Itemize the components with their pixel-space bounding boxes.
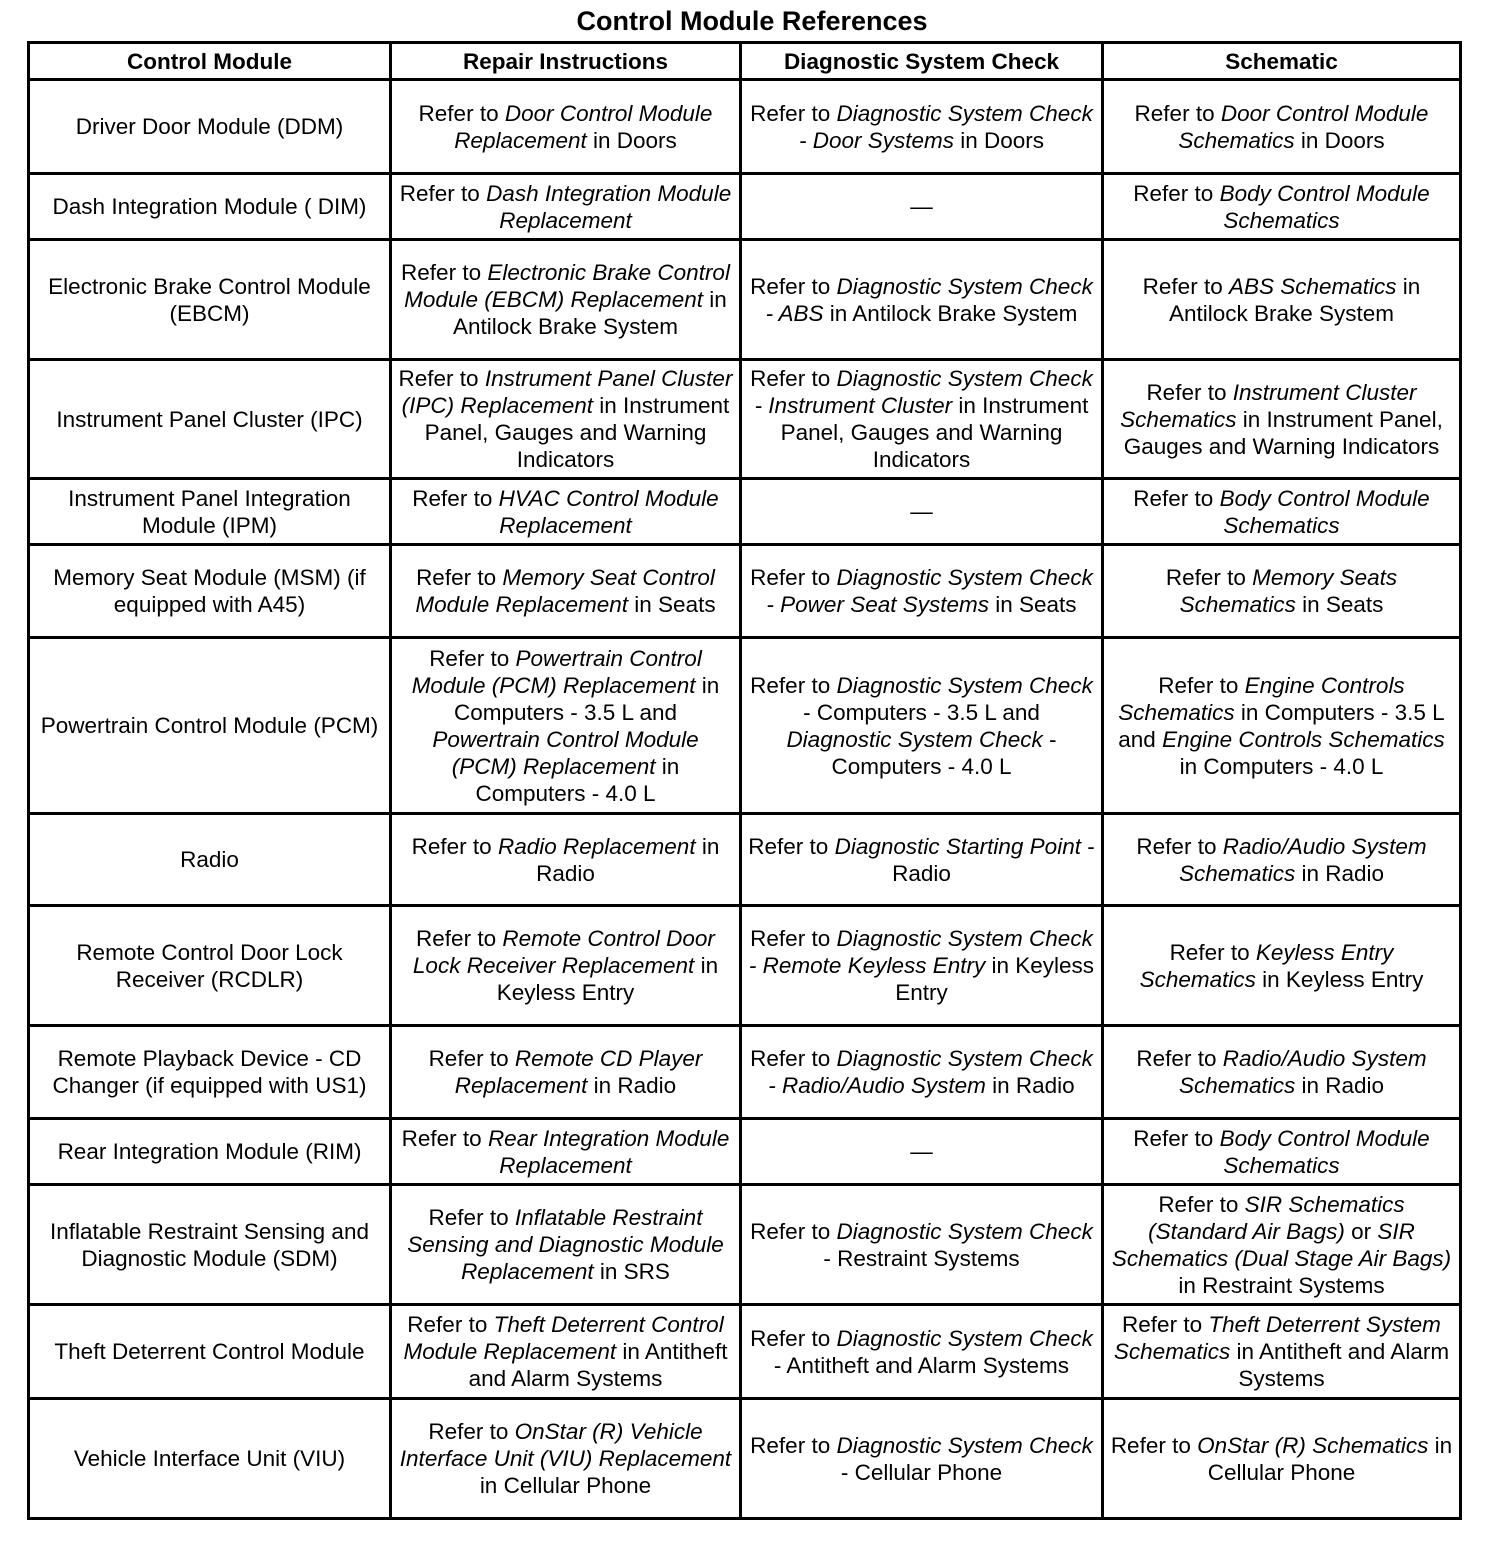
italic-reference-text: Body Control Module Schematics [1219,485,1430,538]
schematic-cell [1103,80,1461,174]
reference-text: in Keyless Entry [1255,966,1424,992]
reference-text: Refer to [1158,672,1245,698]
reference-text: Refer to [1133,485,1220,511]
table-row [29,174,1461,240]
italic-reference-text: Diagnostic System Check - ABS [765,273,1093,326]
reference-text: in Antilock Brake System [1168,273,1421,326]
reference-text: Refer to [1158,1191,1245,1217]
repair-instructions-cell [391,638,741,814]
reference-text: in Radio [587,1073,677,1098]
table-row [29,1305,1461,1399]
italic-reference-text: Diagnostic System Check - Radio/Audio System [768,1046,1093,1098]
reference-text: in Antitheft and Alarm Systems [468,1339,728,1391]
reference-text: Refer to [1122,1312,1209,1337]
italic-reference-text: Instrument Panel Cluster (IPC) Replacement [401,366,733,418]
italic-reference-text: Radio/Audio System Schematics [1178,1046,1427,1098]
reference-text: Refer to [1142,273,1229,299]
schematic-cell [1103,814,1461,906]
reference-text: Refer to [429,645,516,671]
reference-text: in Doors [586,127,677,153]
reference-text: in Restraint Systems [1178,1272,1385,1298]
reference-text: in Cellular Phone [479,1473,652,1498]
column-header-repair-instructions: Repair Instructions [391,43,741,80]
reference-text: Refer to [750,672,837,698]
control-module-cell: Remote Control Door Lock Receiver (RCDLR) [29,906,391,1026]
reference-text: Refer to [1133,1125,1220,1151]
schematic-cell [1103,1305,1461,1399]
reference-text: Refer to [1133,180,1220,206]
reference-text: Refer to [750,366,837,391]
repair-instructions-cell [391,240,741,360]
table-row [29,479,1461,545]
schematic-cell [1103,1119,1461,1185]
italic-reference-text: Dash Integration Module Replacement [486,180,732,233]
repair-instructions-cell [391,814,741,906]
diagnostic-check-cell [741,1185,1103,1305]
reference-text: Refer to [428,1205,515,1230]
reference-text: or [1344,1218,1378,1244]
italic-reference-text: Diagnostic System Check [836,1432,1093,1458]
reference-text: in Seats [1295,592,1384,617]
diagnostic-check-cell [741,360,1103,479]
reference-text: Refer to [748,833,835,859]
reference-text: in Seats [989,592,1077,617]
reference-text: Refer to [401,1125,488,1151]
italic-reference-text: Radio Replacement [497,833,696,859]
repair-instructions-cell [391,360,741,479]
diagnostic-check-cell [741,638,1103,814]
diagnostic-check-cell [741,545,1103,638]
italic-reference-text: Engine Controls Schematics [1118,672,1405,725]
italic-reference-text: Theft Deterrent System Schematics [1113,1312,1441,1364]
reference-text: in Computers - 3.5 L and [453,672,720,725]
reference-text: Refer to [1169,939,1256,965]
reference-text: Refer to [399,180,487,206]
page-title: Control Module References [576,6,928,36]
italic-reference-text: Diagnostic System Check [786,726,1043,752]
column-header-diagnostic-system-check: Diagnostic System Check [741,43,1103,80]
italic-reference-text: Door Control Module Schematics [1178,100,1429,153]
reference-text: in Seats [628,592,716,617]
control-module-cell: Driver Door Module (DDM) [29,80,391,174]
reference-text: in Doors [1294,127,1385,153]
table-row [29,906,1461,1026]
table-row [29,1399,1461,1519]
diagnostic-check-cell [741,80,1103,174]
schematic-cell [1103,1185,1461,1305]
control-module-cell: Dash Integration Module ( DIM) [29,174,391,240]
reference-text: Refer to [428,1419,515,1444]
reference-text: Refer to [750,100,837,126]
reference-text: in Cellular Phone [1207,1432,1453,1485]
reference-text: Refer to [750,1325,837,1351]
italic-reference-text: OnStar (R) Vehicle Interface Unit (VIU) Replacement [399,1419,732,1471]
italic-reference-text: Diagnostic System Check - Instrument Cluster [754,366,1093,418]
reference-text: Refer to [407,1312,494,1337]
reference-text: in Keyless Entry [496,953,719,1005]
diagnostic-check-cell [741,1399,1103,1519]
italic-reference-text: Rear Integration Module Replacement [487,1125,730,1178]
italic-reference-text: ABS Schematics [1228,273,1397,299]
italic-reference-text: Remote Control Door Lock Receiver Replacement [412,926,715,978]
italic-reference-text: Remote CD Player Replacement [454,1046,703,1098]
repair-instructions-cell [391,906,741,1026]
schematic-cell [1103,240,1461,360]
control-module-cell: Theft Deterrent Control Module [29,1305,391,1399]
reference-text: Refer to [1110,1432,1198,1458]
repair-instructions-cell [391,1119,741,1185]
italic-reference-text: Diagnostic System Check - Power Seat Systems [766,565,1093,617]
table-row [29,545,1461,638]
reference-text: in Radio [1295,860,1385,886]
repair-instructions-cell [391,1399,741,1519]
italic-reference-text: Diagnostic Starting Point [834,833,1081,859]
diagnostic-check-cell [741,1026,1103,1119]
schematic-cell [1103,638,1461,814]
italic-reference-text: Electronic Brake Control Module (EBCM) Replacement [404,260,730,312]
reference-text: Refer to [750,273,837,299]
table-row [29,1185,1461,1305]
italic-reference-text: Theft Deterrent Control Module Replacement [403,1312,724,1364]
reference-text: Refer to [1165,565,1253,590]
italic-reference-text: Diagnostic System Check [836,1218,1093,1244]
reference-text: - Cellular Phone [840,1459,1003,1485]
diagnostic-check-cell [741,479,1103,545]
control-module-cell: Instrument Panel Integration Module (IPM) [29,479,391,545]
repair-instructions-cell [391,1026,741,1119]
control-module-cell: Radio [29,814,391,906]
italic-reference-text: Memory Seats Schematics [1179,565,1398,617]
reference-text: - Computers - 4.0 L [831,726,1057,779]
reference-text: Refer to [416,565,503,590]
reference-text: in Antitheft and Alarm Systems [1230,1339,1450,1391]
reference-text: in Computers - 3.5 L and [1118,699,1445,752]
reference-text: Refer to [750,926,837,951]
schematic-cell [1103,906,1461,1026]
reference-text: in Doors [953,127,1045,153]
table-row [29,638,1461,814]
reference-text: Refer to [401,260,488,285]
diagnostic-check-cell [741,1305,1103,1399]
reference-text: in SRS [593,1259,670,1284]
reference-text: Refer to [750,1432,837,1458]
column-header-schematic: Schematic [1103,43,1461,80]
reference-text: - Computers - 3.5 L and [803,699,1040,725]
reference-text: Refer to [750,565,837,590]
reference-text: — [910,1139,933,1164]
reference-text: in Instrument Panel, Gauges and Warning Indicators [780,393,1089,472]
schematic-cell [1103,174,1461,240]
italic-reference-text: Powertrain Control Module (PCM) Replacement [432,726,699,779]
schematic-cell [1103,545,1461,638]
repair-instructions-cell [391,1305,741,1399]
reference-text: in Computers - 4.0 L [475,753,680,806]
reference-text: Refer to [411,833,498,859]
reference-text: in Radio [1295,1073,1385,1098]
repair-instructions-cell [391,545,741,638]
reference-text: Refer to [750,1218,837,1244]
reference-text: in Antilock Brake System [823,300,1078,326]
italic-reference-text: Diagnostic System Check - Door Systems [798,100,1093,153]
italic-reference-text: SIR Schematics (Standard Air Bags) [1148,1191,1405,1244]
italic-reference-text: Keyless Entry Schematics [1139,939,1394,992]
control-module-cell: Remote Playback Device - CD Changer (if equipped with US1) [29,1026,391,1119]
diagnostic-check-cell [741,174,1103,240]
diagnostic-check-cell [741,1119,1103,1185]
italic-reference-text: Diagnostic System Check [836,672,1093,698]
reference-text: Refer to [398,366,485,391]
reference-text: in Computers - 4.0 L [1179,753,1384,779]
control-module-cell: Memory Seat Module (MSM) (if equipped with A45) [29,545,391,638]
italic-reference-text: Body Control Module Schematics [1219,180,1430,233]
reference-text: in Antilock Brake System [452,287,727,339]
column-header-control-module: Control Module [29,43,391,80]
table-row [29,1119,1461,1185]
diagnostic-check-cell [741,906,1103,1026]
reference-text: — [910,499,933,524]
italic-reference-text: Diagnostic System Check [836,1325,1093,1351]
diagnostic-check-cell [741,240,1103,360]
reference-text: Refer to [416,926,503,951]
reference-text: Refer to [1146,379,1233,405]
control-module-cell: Rear Integration Module (RIM) [29,1119,391,1185]
reference-text: Refer to [1136,1046,1223,1071]
italic-reference-text: OnStar (R) Schematics [1197,1432,1429,1458]
control-module-cell: Powertrain Control Module (PCM) [29,638,391,814]
reference-text: in Radio [536,833,720,886]
reference-text: - Restraint Systems [823,1245,1020,1271]
table-header-row [29,43,1461,80]
italic-reference-text: Diagnostic System Check - Remote Keyless Entry [748,926,1093,978]
schematic-cell [1103,479,1461,545]
control-module-cell: Electronic Brake Control Module (EBCM) [29,240,391,360]
italic-reference-text: HVAC Control Module Replacement [498,485,719,538]
repair-instructions-cell [391,479,741,545]
schematic-cell [1103,1399,1461,1519]
italic-reference-text: Door Control Module Replacement [454,100,713,153]
italic-reference-text: Inflatable Restraint Sensing and Diagnostic Module Replacement [407,1205,724,1284]
control-module-cell: Vehicle Interface Unit (VIU) [29,1399,391,1519]
reference-text: Refer to [750,1046,837,1071]
reference-text: - Antitheft and Alarm Systems [773,1352,1070,1378]
italic-reference-text: Powertrain Control Module (PCM) Replacement [411,645,702,698]
reference-text: Refer to [1136,833,1223,859]
control-module-references-table [27,41,1462,1520]
reference-text: in Keyless Entry [895,953,1095,1005]
italic-reference-text: Body Control Module Schematics [1219,1125,1430,1178]
reference-text: — [910,194,933,219]
reference-text: - Radio [892,833,1095,886]
table-row [29,1026,1461,1119]
italic-reference-text: Engine Controls Schematics [1162,726,1445,752]
italic-reference-text: Instrument Cluster Schematics [1120,379,1417,432]
control-module-cell: Instrument Panel Cluster (IPC) [29,360,391,479]
table-row [29,360,1461,479]
table-row [29,240,1461,360]
reference-text: Refer to [428,1046,515,1071]
repair-instructions-cell [391,174,741,240]
italic-reference-text: Radio/Audio System Schematics [1178,833,1427,886]
table-row [29,80,1461,174]
schematic-cell [1103,360,1461,479]
repair-instructions-cell [391,80,741,174]
table-row [29,814,1461,906]
reference-text: in Instrument Panel, Gauges and Warning Indicators [424,393,730,472]
reference-text: in Instrument Panel, Gauges and Warning Indicators [1123,406,1443,459]
diagnostic-check-cell [741,814,1103,906]
control-module-cell: Inflatable Restraint Sensing and Diagnostic Module (SDM) [29,1185,391,1305]
reference-text: Refer to [412,485,499,511]
repair-instructions-cell [391,1185,741,1305]
reference-text: in Radio [985,1073,1075,1098]
italic-reference-text: SIR Schematics (Dual Stage Air Bags) [1111,1218,1452,1271]
reference-text: Refer to [418,100,505,126]
schematic-cell [1103,1026,1461,1119]
reference-text: Refer to [1134,100,1221,126]
italic-reference-text: Memory Seat Control Module Replacement [415,565,715,617]
